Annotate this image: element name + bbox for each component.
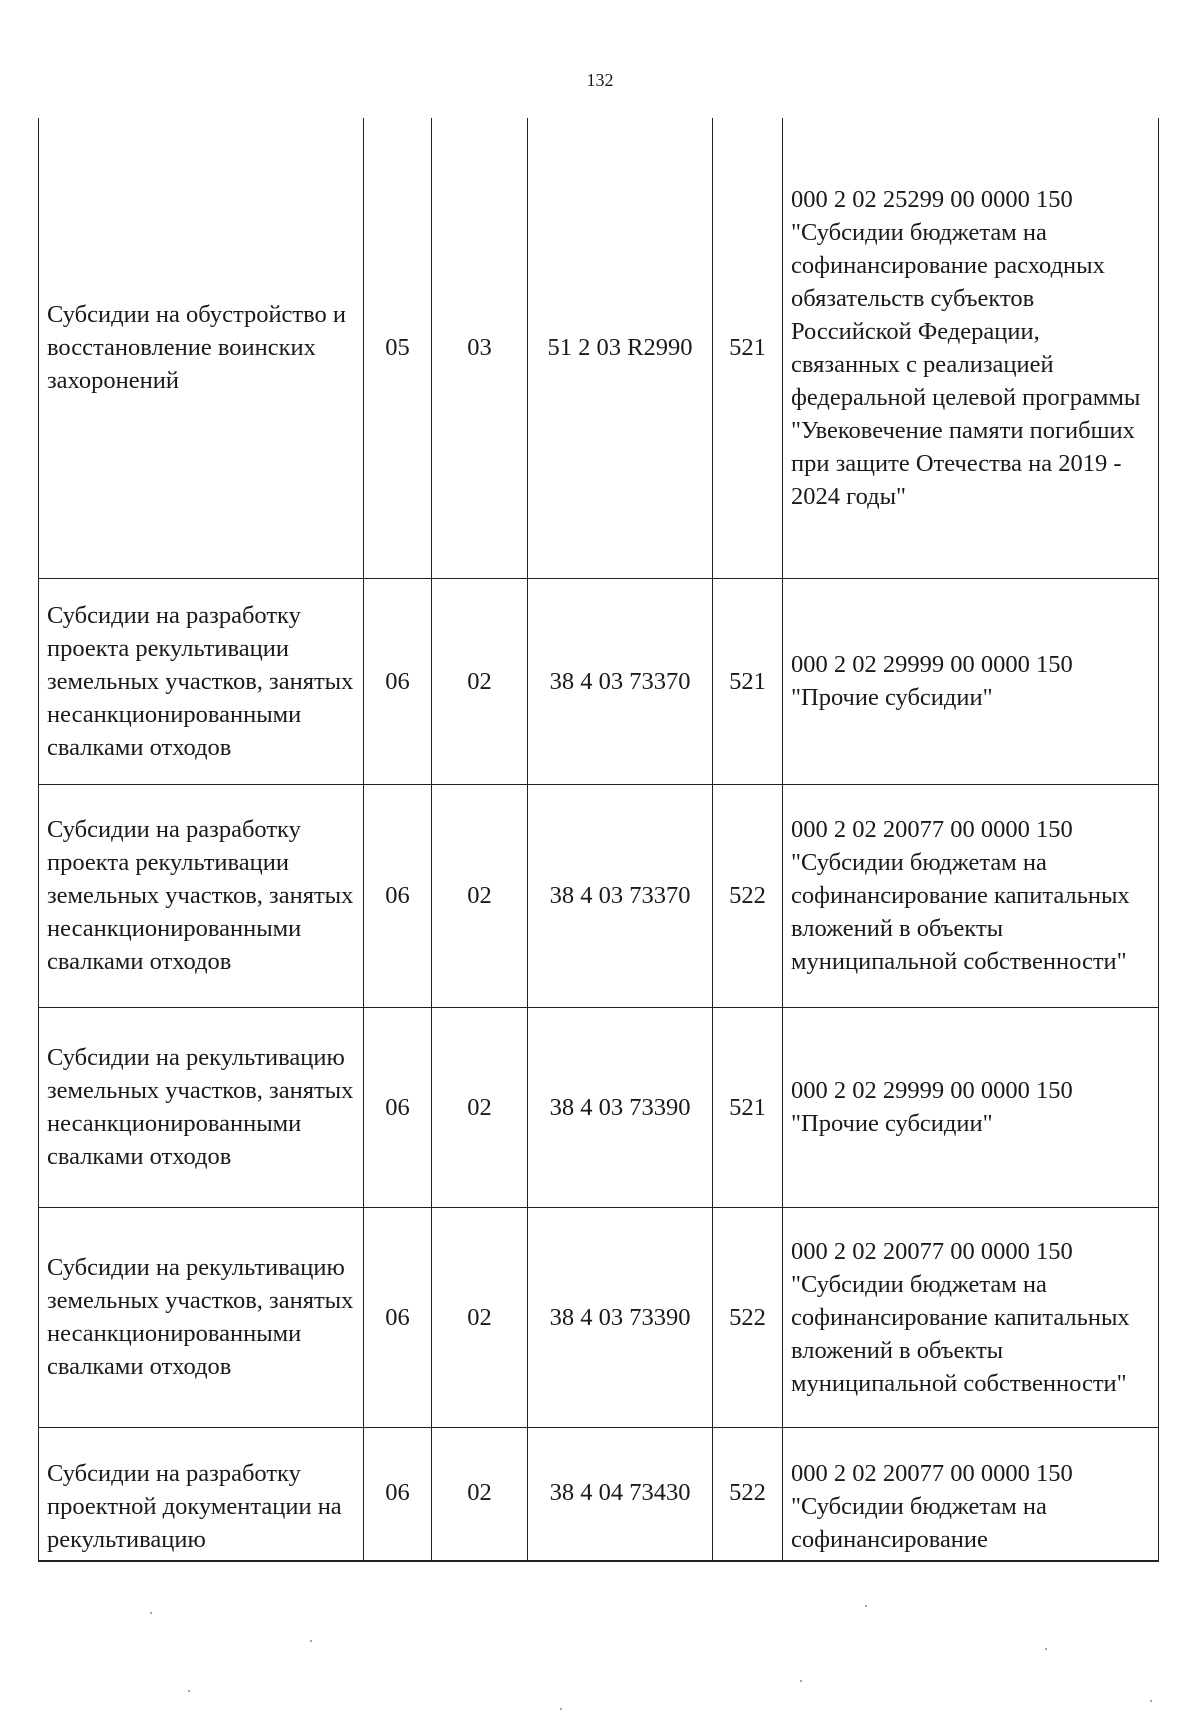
target-article-cell: 38 4 03 73370: [528, 784, 713, 1007]
section-code-cell: 05: [364, 118, 432, 578]
table-row: [39, 1207, 1159, 1427]
expense-type-cell: 521: [713, 118, 783, 578]
subsection-code-cell: 02: [432, 1207, 528, 1427]
subsection-code-cell: 02: [432, 1007, 528, 1207]
table-row: [39, 784, 1159, 1007]
scan-speck: [1150, 1700, 1152, 1702]
subsection-code-cell: 02: [432, 1427, 528, 1561]
expense-type-cell: 521: [713, 1007, 783, 1207]
target-article-cell: 51 2 03 R2990: [528, 118, 713, 578]
revenue-code-cell: 000 2 02 25299 00 0000 150 "Субсидии бюджетам на софинансирование расходных обязательств субъектов Российской Федерации, связанных с реализацией федеральной целевой программы "Увековечение памяти погибших при защите Отечества на 2019 - 2024 годы": [783, 118, 1159, 578]
revenue-code-cell: 000 2 02 29999 00 0000 150 "Прочие субсидии": [783, 1007, 1159, 1207]
scan-speck: [150, 1612, 152, 1614]
subsidy-name-cell: Субсидии на разработку проектной документации на рекультивацию: [39, 1427, 364, 1561]
subsection-code-cell: 02: [432, 578, 528, 784]
scan-speck: [560, 1708, 562, 1710]
budget-table: [38, 118, 1159, 1562]
table-row: [39, 118, 1159, 578]
scan-speck: [800, 1680, 802, 1682]
table-row: [39, 1007, 1159, 1207]
section-code-cell: 06: [364, 1007, 432, 1207]
subsidy-name-cell: Субсидии на разработку проекта рекультивации земельных участков, занятых несанкционированными свалками отходов: [39, 784, 364, 1007]
target-article-cell: 38 4 03 73390: [528, 1207, 713, 1427]
revenue-code-cell: 000 2 02 20077 00 0000 150 "Субсидии бюджетам на софинансирование: [783, 1427, 1159, 1561]
section-code-cell: 06: [364, 1207, 432, 1427]
page-number: 132: [586, 70, 614, 90]
table-row: [39, 578, 1159, 784]
subsidy-name-cell: Субсидии на разработку проекта рекультивации земельных участков, занятых несанкционированными свалками отходов: [39, 578, 364, 784]
scan-speck: [310, 1640, 312, 1642]
expense-type-cell: 522: [713, 1207, 783, 1427]
expense-type-cell: 521: [713, 578, 783, 784]
scan-speck: [188, 1690, 190, 1692]
subsidy-name-cell: Субсидии на рекультивацию земельных участков, занятых несанкционированными свалками отходов: [39, 1207, 364, 1427]
scan-speck: [865, 1605, 867, 1607]
expense-type-cell: 522: [713, 1427, 783, 1561]
section-code-cell: 06: [364, 578, 432, 784]
revenue-code-cell: 000 2 02 29999 00 0000 150 "Прочие субсидии": [783, 578, 1159, 784]
subsection-code-cell: 03: [432, 118, 528, 578]
subsection-code-cell: 02: [432, 784, 528, 1007]
target-article-cell: 38 4 04 73430: [528, 1427, 713, 1561]
expense-type-cell: 522: [713, 784, 783, 1007]
subsidy-name-cell: Субсидии на обустройство и восстановление воинских захоронений: [39, 118, 364, 578]
table-row: [39, 1427, 1159, 1561]
target-article-cell: 38 4 03 73370: [528, 578, 713, 784]
section-code-cell: 06: [364, 1427, 432, 1561]
section-code-cell: 06: [364, 784, 432, 1007]
revenue-code-cell: 000 2 02 20077 00 0000 150 "Субсидии бюджетам на софинансирование капитальных вложений в объекты муниципальной собственности": [783, 1207, 1159, 1427]
revenue-code-cell: 000 2 02 20077 00 0000 150 "Субсидии бюджетам на софинансирование капитальных вложений в объекты муниципальной собственности": [783, 784, 1159, 1007]
subsidy-name-cell: Субсидии на рекультивацию земельных участков, занятых несанкционированными свалками отходов: [39, 1007, 364, 1207]
scan-speck: [1045, 1648, 1047, 1650]
target-article-cell: 38 4 03 73390: [528, 1007, 713, 1207]
